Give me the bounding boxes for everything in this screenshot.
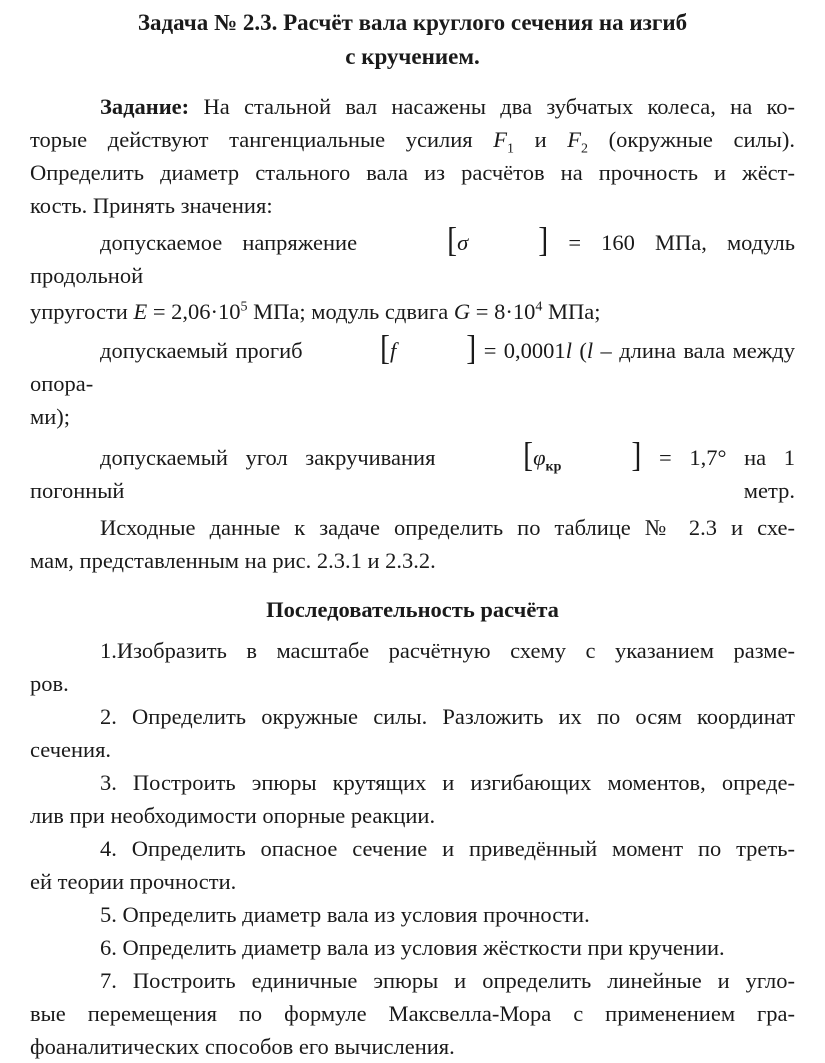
task-paragraph-line-2 bbox=[30, 123, 795, 156]
deflection-prefix: допускаемый прогиб bbox=[100, 338, 311, 363]
angle-suffix: на 1 погонный метр. bbox=[30, 445, 796, 503]
modulus-e-exp: 5 bbox=[240, 299, 248, 315]
task-and: и bbox=[513, 127, 568, 152]
step-7-line-2: вые перемещения по формуле Максвелла-Мора с применением гра- bbox=[30, 1001, 795, 1026]
step-3-line-2: лив при необходимости опорные реакции. bbox=[30, 803, 436, 828]
deflection-f: f bbox=[390, 338, 397, 363]
phi-symbol: φ bbox=[533, 445, 546, 470]
force-f1-sub: 1 bbox=[506, 141, 514, 157]
step-6-line-1: 6. Определить диаметр вала из условия жёсткости при кручении. bbox=[100, 935, 725, 960]
page-title bbox=[30, 6, 795, 74]
steps-list bbox=[30, 634, 795, 1063]
stress-value: = 160 МПа, модуль продольной bbox=[30, 230, 795, 288]
force-f1: F bbox=[493, 127, 507, 152]
force-f2: F bbox=[567, 127, 582, 152]
step-4-line-1: 4. Определить опасное сечение и приведённый момент по треть- bbox=[100, 836, 795, 861]
task-paragraph-line-4: кость. Принять значения: bbox=[30, 193, 273, 218]
phi-sub: кр bbox=[545, 459, 562, 475]
elastic-prefix: упругости bbox=[30, 299, 134, 324]
modulus-g-exp: 4 bbox=[535, 299, 543, 315]
title-line-2: с кручением. bbox=[345, 44, 480, 69]
length-l-2: l bbox=[586, 338, 594, 363]
deflection-value: = 0,0001 bbox=[476, 338, 566, 363]
task-paragraph-line-3: Определить диаметр стального вала из расчётов на прочность и жёст- bbox=[30, 160, 795, 185]
angle-prefix: допускаемый угол закручивания bbox=[100, 445, 454, 470]
source-line-1: Исходные данные к задаче определить по таблице № 2.3 и схе- bbox=[100, 515, 795, 540]
modulus-g-value: = 8·10 bbox=[470, 299, 536, 324]
title-line-1: Задача № 2.3. Расчёт вала круглого сечения на изгиб bbox=[137, 10, 688, 35]
force-f2-sub: 2 bbox=[581, 141, 589, 157]
modulus-e-value: = 2,06·10 bbox=[147, 299, 241, 324]
deflection-line-2: ми); bbox=[30, 404, 71, 429]
step-7-line-1: 7. Построить единичные эпюры и определить линейные и угло- bbox=[100, 968, 795, 993]
sequence-heading: Последовательность расчёта bbox=[266, 597, 559, 622]
step-1-line-2: ров. bbox=[30, 671, 69, 696]
deflection-line: допускаемый прогиб [f ] = 0,0001l (l – длина вала между опора- bbox=[30, 329, 795, 396]
task-text-c: (окружные силы). bbox=[588, 127, 796, 152]
task-text-a: На стальной вал насажены два зубчатых колеса, на ко- bbox=[189, 94, 795, 119]
modulus-g: G bbox=[453, 299, 471, 324]
modulus-g-suffix: МПа; bbox=[542, 299, 601, 324]
step-5-line-1: 5. Определить диаметр вала из условия прочности. bbox=[100, 902, 590, 927]
deflection-suffix-b: – длина вала между опора- bbox=[30, 338, 795, 396]
step-7-line-3: фоаналитических способов его вычисления. bbox=[30, 1034, 455, 1059]
step-2-line-1: 2. Определить окружные силы. Разложить их по осям координат bbox=[100, 704, 795, 729]
task-paragraph-line-1 bbox=[30, 90, 795, 123]
modulus-e-suffix: МПа; модуль сдвига bbox=[247, 299, 454, 324]
angle-line: допускаемый угол закручивания [$\varphi_{кр}$ ] = 1,7° на 1 погонный метр. bbox=[30, 436, 796, 503]
angle-value: = 1,7° bbox=[641, 445, 727, 470]
elastic-line bbox=[30, 295, 795, 328]
step-4-line-2: ей теории прочности. bbox=[30, 869, 237, 894]
stress-line: допускаемое напряжение [σ ] = 160 МПа, модуль продольной bbox=[30, 221, 795, 288]
task-label: Задание: bbox=[100, 94, 190, 119]
step-2-line-2: сечения. bbox=[30, 737, 112, 762]
length-l: l bbox=[565, 338, 572, 363]
stress-prefix: допускаемое напряжение bbox=[100, 230, 378, 255]
source-line-2: мам, представленным на рис. 2.3.1 и 2.3.2. bbox=[30, 548, 436, 573]
step-3-line-1: 3. Построить эпюры крутящих и изгибающих моментов, опреде- bbox=[100, 770, 795, 795]
modulus-e: E bbox=[133, 299, 148, 324]
task-text-b: торые действуют тангенциальные усилия bbox=[30, 127, 494, 152]
deflection-suffix-a: ( bbox=[571, 338, 587, 363]
sigma-symbol: σ bbox=[457, 230, 469, 255]
step-1-line-1: 1.Изобразить в масштабе расчётную схему с указанием разме- bbox=[100, 638, 795, 663]
